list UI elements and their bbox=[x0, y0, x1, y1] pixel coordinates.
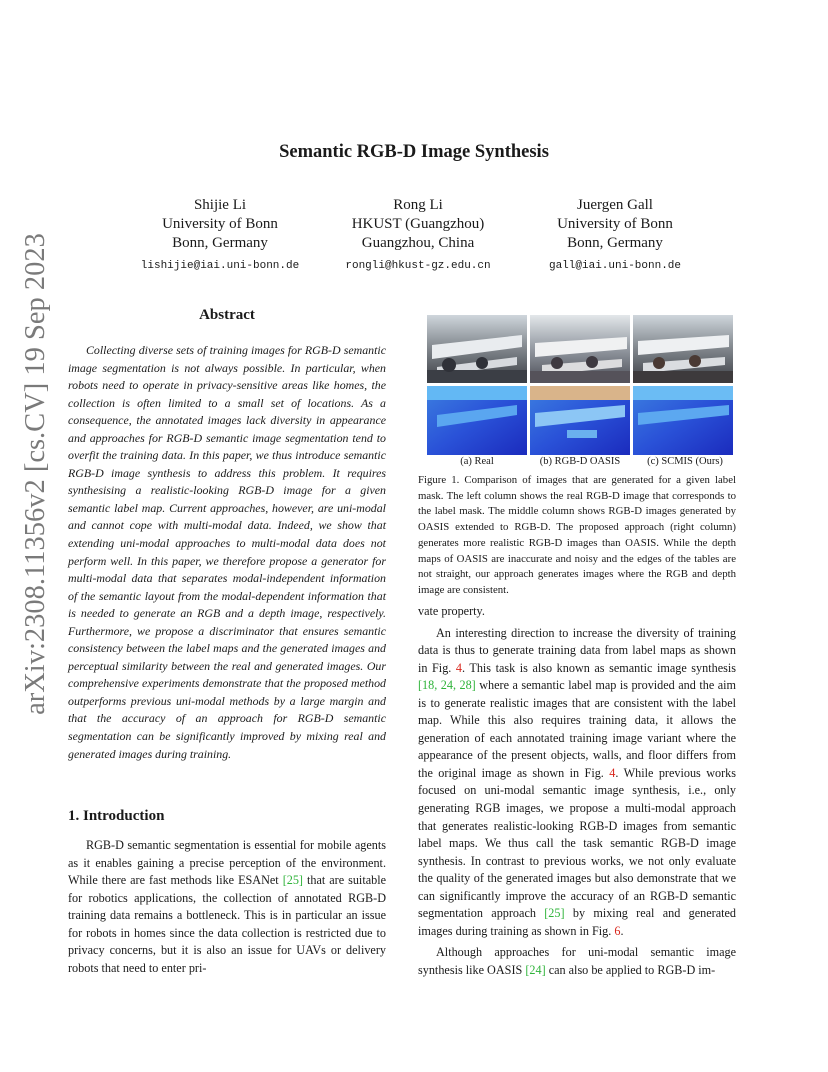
text-run: by mixing real and generated images during training as shown in Fig. bbox=[418, 906, 736, 938]
citation-link[interactable]: [18, 24, 28] bbox=[418, 678, 476, 693]
author-location: Guangzhou, China bbox=[361, 235, 475, 251]
right-column-text bbox=[418, 603, 736, 979]
author-block-2 bbox=[318, 196, 518, 276]
author-block-1 bbox=[120, 196, 320, 276]
paragraph-continuation: vate property. bbox=[418, 604, 485, 618]
rgb-oasis-panel bbox=[530, 315, 630, 383]
text-run: where a semantic label map is provided and the aim is to generate realistic images that are consistent with the label map. While this also requires training data, it allows the generation of each annotated training image variant where the appearance of the present objects, walls, and floor differs from the original image as shown in Fig. bbox=[418, 678, 736, 780]
author-name: Rong Li bbox=[393, 197, 443, 213]
author-location: Bonn, Germany bbox=[172, 235, 268, 251]
author-location: Bonn, Germany bbox=[567, 235, 663, 251]
author-affiliation: HKUST (Guangzhou) bbox=[351, 216, 485, 232]
author-email[interactable]: gall@iai.uni-bonn.de bbox=[548, 260, 682, 272]
figure-1 bbox=[427, 315, 733, 455]
rgb-real-panel bbox=[427, 315, 527, 383]
text-run: . While previous works focused on uni-modal semantic image synthesis, i.e., only generating RGB images, we propose a multi-modal approach that generates realistic-looking RGB-D images from semantic label maps. We thus call the task semantic RGB-D image synthesis. In contrast to previous works, we not only evaluate the quality of the generated images but also demonstrate that we can significantly improve the accuracy of an RGB-D semantic segmentation approach bbox=[418, 765, 736, 921]
author-email[interactable]: lishijie@iai.uni-bonn.de bbox=[140, 260, 300, 272]
text-run: that are suitable for robotics applications, the collection of annotated RGB-D training data remains a bottleneck. This is in particular an issue for robots in homes since the data collection is restricted due to privacy concerns, but it is also an issue for UAVs or delivery robots that need to enter pri- bbox=[68, 873, 387, 975]
rgb-ours-panel bbox=[633, 315, 733, 383]
author-affiliation: University of Bonn bbox=[162, 216, 278, 232]
figure-ref-link[interactable]: 4 bbox=[455, 660, 462, 675]
paper-title: Semantic RGB-D Image Synthesis bbox=[279, 142, 549, 162]
author-block-3 bbox=[515, 196, 715, 276]
depth-ours-panel bbox=[633, 386, 733, 455]
intro-text bbox=[68, 837, 386, 977]
abstract-text: Collecting diverse sets of training images for RGB-D semantic image segmentation is not always possible. In particular, when robots need to operate in privacy-sensitive areas like homes, the collection is often limited to a small set of locations. As a consequence, the annotated images lack diversity in appearance and approaches for RGB-D semantic image segmentation tend to overfit the training data. In this paper, we thus introduce semantic RGB-D image synthesis to address this problem. It requires synthesising a realistic-looking RGB-D image for a given semantic label map. Current approaches, however, are uni-modal and cannot cope with multi-modal data. Indeed, we show that extending uni-modal approaches to multi-modal data does not perform well. In this paper, we therefore propose a generator for multi-modal data that separates modal-independent information of the semantic layout from the modal-dependent information that is needed to generate an RGB and a depth image, respectively. Furthermore, we propose a discriminator that ensures semantic consistency between the label maps and the generated images and perceptual similarity between the real and generated images. Our comprehensive experiments demonstrate that the proposed method outperforms previous uni-modal methods by a large margin and that the accuracy of an approach for RGB-D semantic segmentation can be significantly improved by mixing real and generated images during training. bbox=[68, 343, 386, 761]
figure-sublabel-oasis: (b) RGB-D OASIS bbox=[539, 456, 621, 467]
figure-1-image-grid bbox=[427, 315, 733, 455]
section-heading-introduction: 1. Introduction bbox=[68, 808, 165, 824]
text-run: Although approaches for uni-modal semantic image synthesis like OASIS bbox=[418, 945, 736, 977]
paragraph bbox=[418, 625, 736, 941]
figure-1-caption: Figure 1. Comparison of images that are generated for a given label mask. The left column shows the real RGB-D image that corresponds to the label mask. The middle column shows RGB-D images generated by OASIS extended to RGB-D. The proposed approach (right column) generates more realistic RGB-D images than OASIS. While the depth maps of OASIS are inaccurate and noisy and the edges of the tables are not straight, our approach generates images where the RGB and depth image are consistent. bbox=[418, 474, 736, 596]
text-run: . bbox=[620, 923, 624, 938]
arxiv-stamp: arXiv:2308.11356v2 [cs.CV] 19 Sep 2023 bbox=[20, 233, 51, 715]
author-name: Juergen Gall bbox=[577, 197, 653, 213]
text-run: can also be applied to RGB-D im- bbox=[545, 962, 716, 977]
citation-link[interactable]: [25] bbox=[544, 906, 565, 921]
intro-paragraph bbox=[68, 837, 386, 977]
figure-sublabel-real: (a) Real bbox=[460, 456, 494, 467]
text-run: RGB-D semantic segmentation is essential for mobile agents as it enables gaining a precise perception of the environment. While there are fast methods like ESANet bbox=[68, 838, 386, 888]
figure-ref-link[interactable]: 4 bbox=[609, 765, 616, 780]
depth-oasis-panel bbox=[530, 386, 630, 455]
author-affiliation: University of Bonn bbox=[557, 216, 673, 232]
citation-link[interactable]: [25] bbox=[282, 873, 303, 888]
author-name: Shijie Li bbox=[193, 197, 247, 213]
text-run: An interesting direction to increase the diversity of training data is thus to generate training data from label maps as shown in Fig. bbox=[418, 625, 736, 675]
citation-link[interactable]: [24] bbox=[525, 962, 546, 977]
paragraph bbox=[418, 944, 736, 979]
author-email[interactable]: rongli@hkust-gz.edu.cn bbox=[345, 260, 491, 272]
depth-real-panel bbox=[427, 386, 527, 455]
text-run: . This task is also known as semantic image synthesis bbox=[462, 660, 736, 675]
figure-ref-link[interactable]: 6 bbox=[614, 923, 621, 938]
figure-sublabel-ours: (c) SCMIS (Ours) bbox=[647, 456, 723, 467]
abstract-heading: Abstract bbox=[199, 307, 255, 323]
